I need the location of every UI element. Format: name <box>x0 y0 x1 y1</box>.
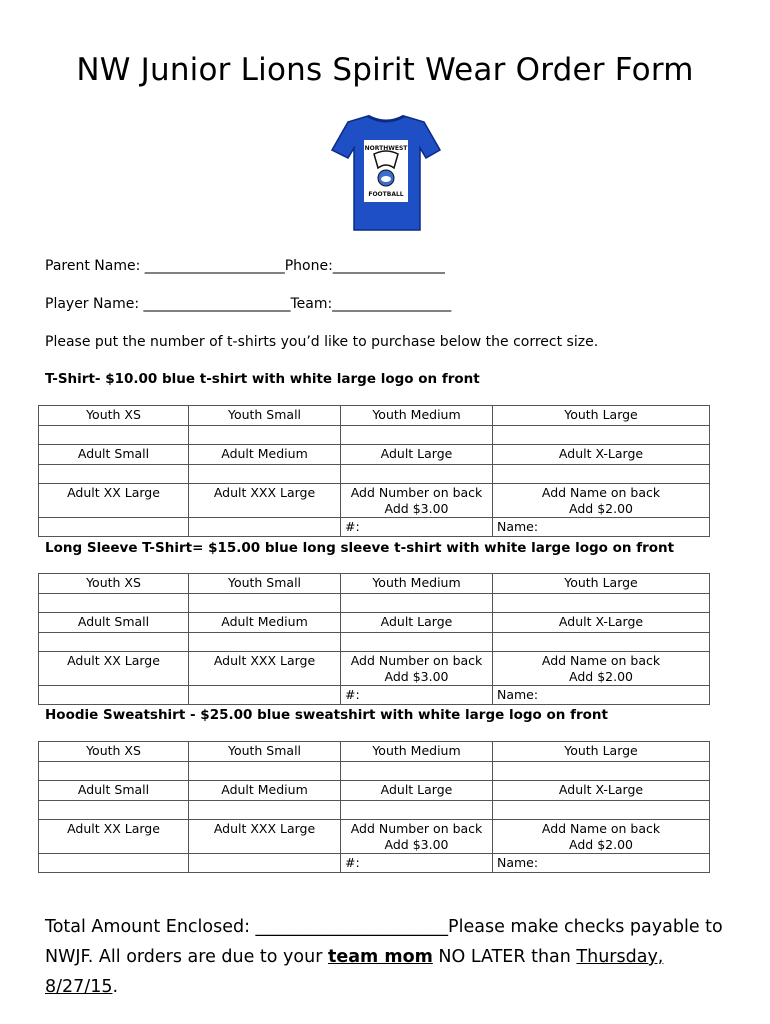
size-label: Youth Small <box>189 574 341 594</box>
quantity-cell[interactable] <box>39 594 189 613</box>
quantity-cell[interactable] <box>493 801 710 820</box>
add-name-label: Add Name on back Add $2.00 <box>493 820 710 854</box>
number-field[interactable]: #: <box>341 686 493 705</box>
quantity-cell[interactable] <box>39 762 189 781</box>
name-field[interactable]: Name: <box>493 518 710 537</box>
team-mom-text: team mom <box>327 947 433 967</box>
logo-bottom-text: FOOTBALL <box>368 191 404 198</box>
quantity-cell[interactable] <box>39 465 189 484</box>
long-sleeve-size-table <box>38 573 710 705</box>
parent-name-line: Parent Name: ____________________Phone:________________ <box>45 258 445 274</box>
quantity-cell[interactable] <box>39 633 189 652</box>
quantity-cell[interactable] <box>341 465 493 484</box>
quantity-cell[interactable] <box>189 801 341 820</box>
size-label: Youth XS <box>39 574 189 594</box>
size-label: Adult Small <box>39 445 189 465</box>
size-label: Adult XXX Large <box>189 484 341 518</box>
quantity-cell[interactable] <box>493 762 710 781</box>
size-label: Adult XXX Large <box>189 820 341 854</box>
size-label: Adult Medium <box>189 613 341 633</box>
size-label: Adult XX Large <box>39 820 189 854</box>
logo-top-text: NORTHWEST <box>364 145 408 152</box>
due-date: Thursday, 8/27/15 <box>45 947 664 997</box>
quantity-cell[interactable] <box>341 801 493 820</box>
quantity-cell[interactable] <box>493 594 710 613</box>
size-label: Adult Large <box>341 613 493 633</box>
hoodie-size-table <box>38 741 710 873</box>
add-name-label: Add Name on back Add $2.00 <box>493 484 710 518</box>
size-label: Adult X-Large <box>493 613 710 633</box>
quantity-cell[interactable] <box>189 686 341 705</box>
size-label: Adult Medium <box>189 781 341 801</box>
size-label: Adult Large <box>341 781 493 801</box>
size-label: Adult XX Large <box>39 652 189 686</box>
size-label: Adult Medium <box>189 445 341 465</box>
quantity-cell[interactable] <box>39 801 189 820</box>
quantity-cell[interactable] <box>39 518 189 537</box>
add-name-label: Add Name on back Add $2.00 <box>493 652 710 686</box>
tshirt-heading: T-Shirt- $10.00 blue t-shirt with white large logo on front <box>45 371 480 387</box>
quantity-cell[interactable] <box>493 633 710 652</box>
quantity-cell[interactable] <box>189 633 341 652</box>
quantity-cell[interactable] <box>493 465 710 484</box>
instructions: Please put the number of t-shirts you’d like to purchase below the correct size. <box>45 334 599 350</box>
size-label: Youth Small <box>189 406 341 426</box>
size-label: Adult Large <box>341 445 493 465</box>
size-label: Youth XS <box>39 406 189 426</box>
page-title: NW Junior Lions Spirit Wear Order Form <box>76 52 694 88</box>
add-number-label: Add Number on back Add $3.00 <box>341 820 493 854</box>
size-label: Adult XX Large <box>39 484 189 518</box>
total-amount-text: Total Amount Enclosed: ______________________Please make checks payable to NWJF. All orders are due to your <box>45 917 723 967</box>
quantity-cell[interactable] <box>341 633 493 652</box>
number-field[interactable]: #: <box>341 854 493 873</box>
add-number-label: Add Number on back Add $3.00 <box>341 652 493 686</box>
quantity-cell[interactable] <box>189 465 341 484</box>
size-label: Youth Large <box>493 406 710 426</box>
tshirt-image <box>330 112 442 232</box>
tshirt-size-table <box>38 405 710 537</box>
quantity-cell[interactable] <box>189 518 341 537</box>
quantity-cell[interactable] <box>189 426 341 445</box>
size-label: Adult X-Large <box>493 445 710 465</box>
size-label: Youth Small <box>189 742 341 762</box>
long-sleeve-heading: Long Sleeve T-Shirt= $15.00 blue long sleeve t-shirt with white large logo on front <box>45 540 675 556</box>
quantity-cell[interactable] <box>189 854 341 873</box>
size-label: Adult X-Large <box>493 781 710 801</box>
quantity-cell[interactable] <box>493 426 710 445</box>
player-name-line: Player Name: _____________________Team:_________________ <box>45 296 452 312</box>
size-label: Youth XS <box>39 742 189 762</box>
size-label: Adult Small <box>39 781 189 801</box>
quantity-cell[interactable] <box>341 762 493 781</box>
quantity-cell[interactable] <box>39 854 189 873</box>
footer-end: . <box>112 977 119 997</box>
quantity-cell[interactable] <box>39 686 189 705</box>
no-later-text: NO LATER than <box>432 947 577 967</box>
add-number-label: Add Number on back Add $3.00 <box>341 484 493 518</box>
quantity-cell[interactable] <box>341 426 493 445</box>
size-label: Youth Medium <box>341 574 493 594</box>
size-label: Youth Large <box>493 742 710 762</box>
size-label: Youth Medium <box>341 742 493 762</box>
hoodie-heading: Hoodie Sweatshirt - $25.00 blue sweatshirt with white large logo on front <box>45 707 608 723</box>
name-field[interactable]: Name: <box>493 854 710 873</box>
size-label: Adult Small <box>39 613 189 633</box>
quantity-cell[interactable] <box>341 594 493 613</box>
quantity-cell[interactable] <box>39 426 189 445</box>
size-label: Youth Large <box>493 574 710 594</box>
size-label: Youth Medium <box>341 406 493 426</box>
quantity-cell[interactable] <box>189 762 341 781</box>
footer-note <box>45 912 735 1002</box>
quantity-cell[interactable] <box>189 594 341 613</box>
number-field[interactable]: #: <box>341 518 493 537</box>
size-label: Adult XXX Large <box>189 652 341 686</box>
name-field[interactable]: Name: <box>493 686 710 705</box>
